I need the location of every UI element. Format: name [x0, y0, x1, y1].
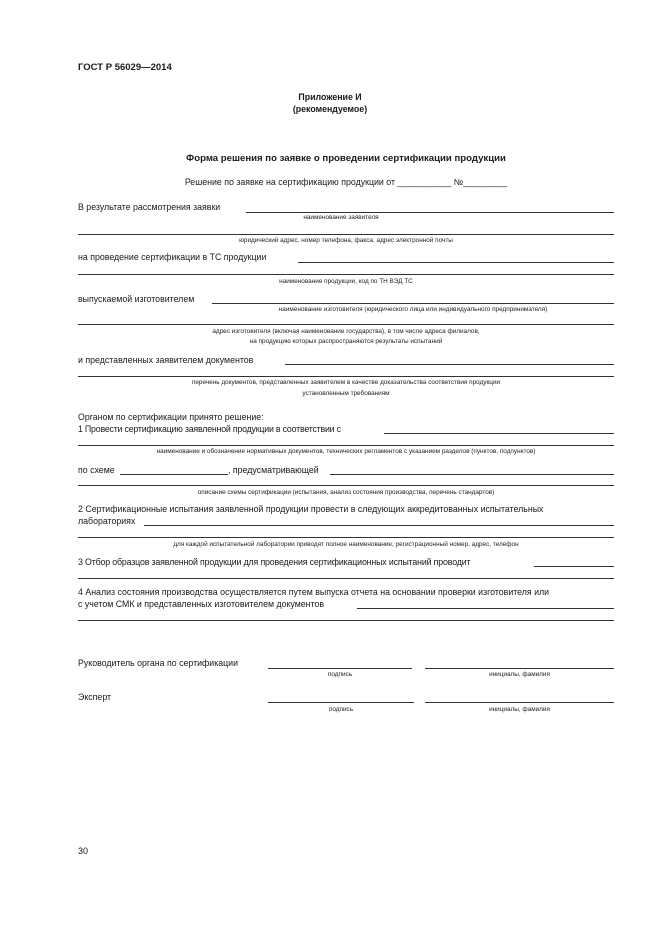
item3-field-line-2 — [78, 578, 614, 579]
item2-field-line — [144, 525, 614, 526]
applicant-field-line — [246, 212, 614, 213]
head-label: Руководитель органа по сертификации — [78, 658, 238, 668]
caption-product: наименование продукции, код по ТН ВЭД ТС — [279, 278, 413, 285]
caption-item1: наименование и обозначение нормативных документов, технических регламентов с указанием разделов (пунктов, подпунктов) — [156, 448, 536, 455]
scheme-field-line — [120, 474, 228, 475]
expert-signature-line — [268, 702, 414, 703]
caption-item2: для каждой испытательной лаборатории приводят полное наименование, регистрационный номер, адрес, телефон — [173, 541, 519, 548]
head-signature-line — [268, 668, 412, 669]
product-field-line — [298, 262, 614, 263]
scheme-field-line-2 — [78, 485, 614, 486]
scheme-label: по схеме — [78, 465, 115, 475]
caption-manufacturer-address-1: адрес изготовителя (включая наименование государства), в том числе адреса филиалов, — [212, 328, 480, 335]
head-name-caption: инициалы, фамилия — [489, 671, 550, 678]
manufacturer-address-line — [78, 324, 614, 325]
page-number: 30 — [78, 846, 89, 856]
manufacturer-field-line — [212, 303, 614, 304]
item3-field-line — [534, 566, 614, 567]
item-1: 1 Провести сертификацию заявленной продукции в соответствии с — [78, 424, 341, 434]
decision-line: Решение по заявке на сертификацию продукции от ___________ №_________ — [184, 177, 508, 187]
documents-field-line — [285, 364, 614, 365]
expert-label: Эксперт — [78, 692, 112, 702]
caption-scheme: описание схемы сертификации (испытания, анализ состояния производства, перечень стандартов) — [197, 489, 495, 496]
expert-name-caption: инициалы, фамилия — [489, 706, 550, 713]
manufacturer-label: выпускаемой изготовителем — [78, 294, 195, 304]
caption-documents-1: перечень документов, представленных заявителем в качестве доказательства соответствия продукции — [191, 379, 501, 386]
caption-manufacturer-address-2: на продукцию которых распространяются результаты испытаний — [249, 338, 443, 345]
expert-signature-caption: подпись — [328, 706, 354, 713]
standard-code: ГОСТ Р 56029—2014 — [78, 62, 172, 73]
head-name-line — [425, 668, 614, 669]
item-4-line-1: 4 Анализ состояния производства осуществляется путем выпуска отчета на основании проверки изготовителя или — [78, 587, 550, 597]
product-field-line-2 — [78, 274, 614, 275]
caption-documents-2: установленным требованиям — [302, 390, 390, 397]
form-title: Форма решения по заявке о проведении сертификации продукции — [186, 153, 506, 164]
decision-heading: Органом по сертификации принято решение: — [78, 412, 264, 422]
documents-label: и представленных заявителем документов — [78, 355, 254, 365]
item-4-line-2: с учетом СМК и представленных изготовителем документов — [78, 599, 325, 609]
caption-manufacturer: наименование изготовителя (юридического лица или индивидуального предпринимателя) — [278, 306, 548, 313]
documents-field-line-2 — [78, 376, 614, 377]
appendix-title: Приложение И — [298, 92, 362, 102]
item4-field-line-2 — [78, 620, 614, 621]
item4-field-line — [357, 608, 614, 609]
caption-applicant: наименование заявителя — [303, 214, 379, 221]
item2-field-line-2 — [78, 537, 614, 538]
item-2-line-2: лабораториях — [78, 516, 136, 526]
appendix-status: (рекомендуемое) — [292, 104, 368, 114]
item1-field-line-2 — [78, 445, 614, 446]
providing-label: , предусматривающей — [228, 465, 319, 475]
providing-field-line — [330, 474, 614, 475]
caption-address: юридический адрес, номер телефона, факса, адрес электронной почты — [239, 237, 453, 244]
item1-field-line — [384, 433, 614, 434]
item-2-line-1: 2 Сертификационные испытания заявленной продукции провести в следующих аккредитованных испытательных — [78, 504, 544, 514]
item-3: 3 Отбор образцов заявленной продукции для проведения сертификационных испытаний проводит — [78, 557, 471, 567]
head-signature-caption: подпись — [327, 671, 353, 678]
expert-name-line — [425, 702, 614, 703]
product-label: на проведение сертификации в ТС продукции — [78, 252, 267, 262]
address-field-line — [78, 234, 614, 235]
review-label: В результате рассмотрения заявки — [78, 202, 221, 212]
